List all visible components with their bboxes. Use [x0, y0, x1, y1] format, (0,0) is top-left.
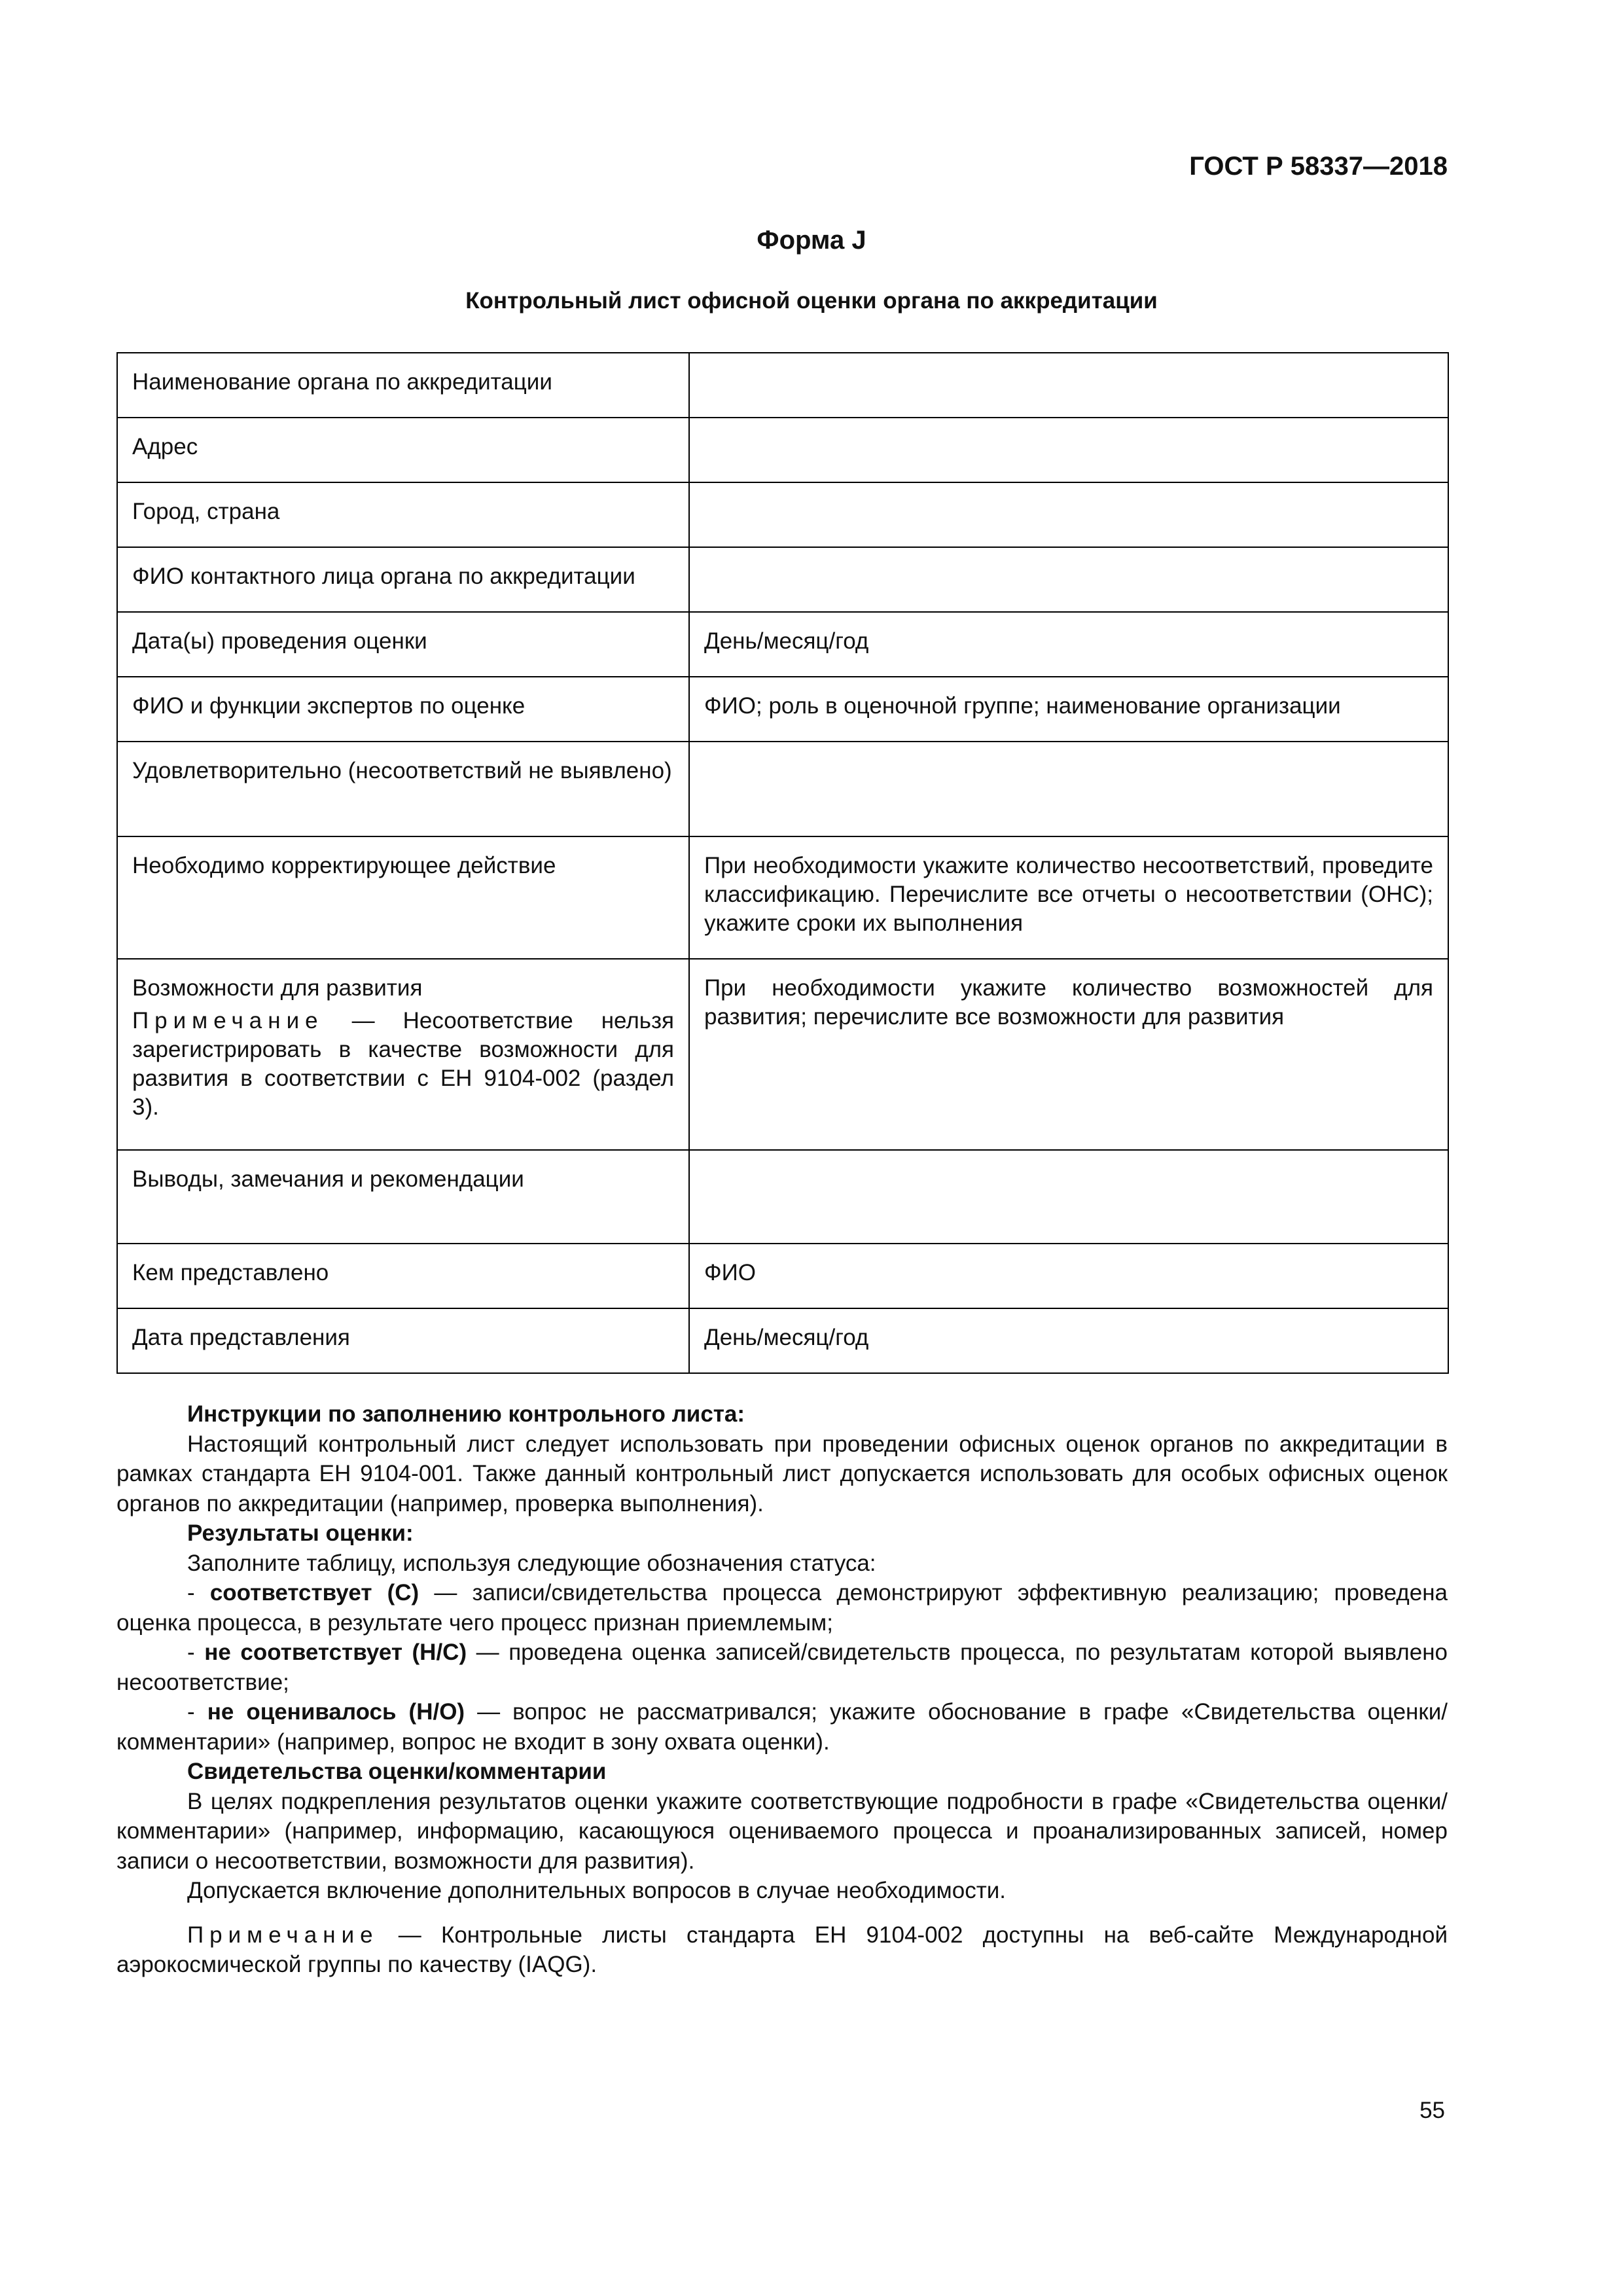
row-label: Город, страна	[117, 482, 689, 547]
table-row	[117, 1244, 1448, 1308]
row-value	[689, 547, 1448, 612]
row-value: При необходимости укажите количество возможностей для развития; перечислите все возможности для развития	[689, 959, 1448, 1150]
row-label: Выводы, замечания и рекомендации	[117, 1150, 689, 1244]
row-label: Необходимо корректирующее действие	[117, 836, 689, 959]
table-row	[117, 836, 1448, 959]
table-row	[117, 959, 1448, 1150]
row-label: Наименование органа по аккредитации	[117, 353, 689, 418]
checklist-table	[116, 352, 1449, 1374]
table-row	[117, 1308, 1448, 1373]
row-value	[689, 1150, 1448, 1244]
table-row	[117, 1150, 1448, 1244]
instructions-intro: Настоящий контрольный лист следует использовать при проведении офисных оценок органов по аккредитации в рамках стандарта ЕН 9104-001. Также данный контрольный лист допускается использовать для особых офисных оценок органов по аккредитации (например, проверка выполнения).	[116, 1431, 1448, 1516]
results-heading: Результаты оценки:	[187, 1520, 414, 1546]
row-note	[132, 1007, 674, 1122]
note-text: — Несоответствие нельзя зарегистрировать в качестве возможности для развития в соответствии с ЕН 9104-002 (раздел 3).	[132, 1008, 674, 1120]
row-value: ФИО; роль в оценочной группе; наименование организации	[689, 677, 1448, 742]
instructions-section	[116, 1399, 1448, 1980]
row-value	[689, 482, 1448, 547]
row-value: ФИО	[689, 1244, 1448, 1308]
row-label: Дата представления	[117, 1308, 689, 1373]
results-intro: Заполните таблицу, используя следующие обозначения статуса:	[187, 1550, 876, 1576]
table-row	[117, 418, 1448, 482]
table-row	[117, 742, 1448, 836]
page-number: 55	[1419, 2098, 1445, 2123]
instructions-note	[116, 1920, 1448, 1980]
row-label: Удовлетворительно (несоответствий не выявлено)	[117, 742, 689, 836]
row-label: ФИО контактного лица органа по аккредитации	[117, 547, 689, 612]
evidence-heading: Свидетельства оценки/комментарии	[187, 1759, 607, 1784]
document-code: ГОСТ Р 58337—2018	[1189, 152, 1448, 181]
additional-text: Допускается включение дополнительных вопросов в случае необходимости.	[187, 1878, 1007, 1903]
status-term: соответствует (С)	[209, 1580, 419, 1605]
status-item: - не оценивалось (Н/О) — вопрос не рассматривался; укажите обоснование в графе «Свидетельства оценки/комментарии» (например, вопрос не входит в зону охвата оценки).	[116, 1699, 1448, 1755]
table-row	[117, 353, 1448, 418]
form-subtitle: Контрольный лист офисной оценки органа по аккредитации	[465, 288, 1158, 314]
row-label: Дата(ы) проведения оценки	[117, 612, 689, 677]
row-label: ФИО и функции экспертов по оценке	[117, 677, 689, 742]
row-label: Кем представлено	[117, 1244, 689, 1308]
table-row	[117, 482, 1448, 547]
row-label-with-note	[117, 959, 689, 1150]
evidence-text: В целях подкрепления результатов оценки укажите соответствующие подробности в графе «Свидетельства оценки/комментарии» (например, информацию, касающуюся оцениваемого процесса и проанализированных записей, номер записи о несоответствии, возможности для развития).	[116, 1788, 1448, 1874]
row-label: Возможности для развития	[132, 975, 423, 1001]
form-title: Форма J	[757, 226, 866, 255]
note-label: Примечание	[187, 1922, 379, 1948]
row-value: День/месяц/год	[689, 612, 1448, 677]
note-text: — Контрольные листы стандарта ЕН 9104-002 доступны на веб-сайте Международной аэрокосмической группы по качеству (IAQG).	[116, 1922, 1448, 1977]
status-term: не оценивалось (Н/О)	[207, 1699, 465, 1725]
row-value: При необходимости укажите количество несоответствий, проведите классификацию. Перечислите все отчеты о несоответствии (ОНС); укажите сроки их выполнения	[689, 836, 1448, 959]
row-value	[689, 353, 1448, 418]
row-value	[689, 742, 1448, 836]
status-item: - соответствует (С) — записи/свидетельства процесса демонстрируют эффективную реализацию; проведена оценка процесса, в результате чего процесс признан приемлемым;	[116, 1580, 1448, 1636]
row-label: Адрес	[117, 418, 689, 482]
table-row	[117, 612, 1448, 677]
table-row	[117, 677, 1448, 742]
status-item: - не соответствует (Н/С) — проведена оценка записей/свидетельств процесса, по результатам которой выявлено несоответствие;	[116, 1640, 1448, 1695]
instructions-heading: Инструкции по заполнению контрольного листа:	[187, 1401, 745, 1427]
table-row	[117, 547, 1448, 612]
row-value: День/месяц/год	[689, 1308, 1448, 1373]
note-label: Примечание	[132, 1008, 324, 1033]
status-term: не соответствует (Н/С)	[204, 1640, 467, 1665]
row-value	[689, 418, 1448, 482]
